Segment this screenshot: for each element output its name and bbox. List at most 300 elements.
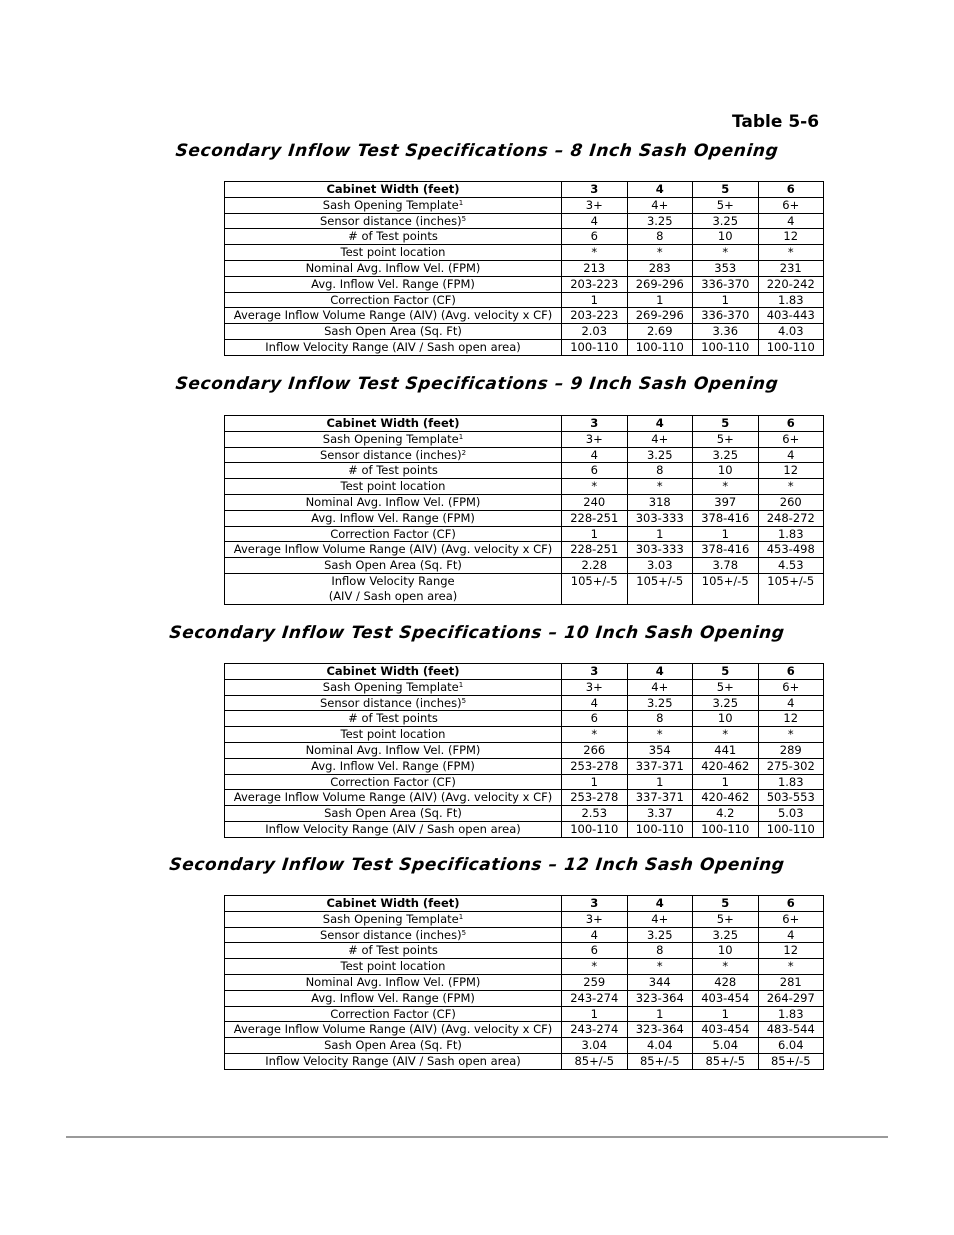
value-cell: 105+/-5 [693,573,759,604]
value-cell: 8 [627,463,693,479]
row-label [225,197,562,213]
value-cell: 10 [693,943,759,959]
value-cell: * [627,479,693,495]
value-cell: 6+ [758,197,824,213]
row-label [225,990,562,1006]
value-cell: 4+ [627,679,693,695]
value-cell: 3+ [562,197,628,213]
value-cell: * [758,727,824,743]
row-label-text: # of Test points [348,711,438,726]
header-width-cell: 4 [627,896,693,912]
table-row [225,990,824,1006]
value-cell: 12 [758,463,824,479]
footnote-marker: 1 [458,432,464,441]
value-cell: 281 [758,974,824,990]
value-cell: 8 [627,943,693,959]
value-cell: 4.04 [627,1038,693,1054]
value-cell: 6 [562,943,628,959]
footnote-marker: 5 [461,928,467,937]
value-cell: 6.04 [758,1038,824,1054]
value-cell: 1 [693,526,759,542]
value-cell: 4+ [627,197,693,213]
value-cell: 336-370 [693,308,759,324]
header-width-cell: 3 [562,664,628,680]
footnote-marker: 1 [458,912,464,921]
value-cell: 403-454 [693,990,759,1006]
value-cell: 3+ [562,911,628,927]
value-cell: 420-462 [693,790,759,806]
table-row [225,790,824,806]
value-cell: 3.25 [693,447,759,463]
table-row [225,542,824,558]
row-label-text: # of Test points [348,229,438,244]
value-cell: 3.04 [562,1038,628,1054]
value-cell: 3+ [562,431,628,447]
row-label [225,213,562,229]
header-width-cell: 5 [693,664,759,680]
value-cell: 1 [693,1006,759,1022]
row-label [225,1006,562,1022]
value-cell: 2.53 [562,806,628,822]
value-cell: 231 [758,260,824,276]
table-number: Table 5-6 [732,112,820,132]
table-row [225,197,824,213]
row-label [225,463,562,479]
row-label-text: Sensor distance (inches) [319,213,462,228]
row-label [225,479,562,495]
footnote-marker: 2 [461,448,467,457]
value-cell: 4 [758,695,824,711]
value-cell: 453-498 [758,542,824,558]
value-cell: 503-553 [758,790,824,806]
value-cell: 100-110 [758,821,824,837]
row-label [225,558,562,574]
value-cell: * [627,959,693,975]
row-label [225,447,562,463]
row-label-text: Average Inflow Volume Range (AIV) (Avg. velocity x CF) [233,790,553,805]
value-cell: * [562,245,628,261]
value-cell: 12 [758,711,824,727]
section-title-9-inch: Secondary Inflow Test Specifications – 9 Inch Sash Opening [174,374,780,394]
value-cell: 1.83 [758,774,824,790]
value-cell: * [627,245,693,261]
table-row [225,292,824,308]
value-cell: 10 [693,463,759,479]
value-cell: 6+ [758,431,824,447]
value-cell: 269-296 [627,308,693,324]
row-label [225,959,562,975]
row-label-text: Avg. Inflow Vel. Range (FPM) [311,990,475,1005]
row-label-text: Average Inflow Volume Range (AIV) (Avg. velocity x CF) [233,308,553,323]
value-cell: 353 [693,260,759,276]
value-cell: 1 [693,774,759,790]
row-label [225,431,562,447]
row-label-text: Inflow Velocity Range (AIV / Sash open area) [328,573,458,603]
value-cell: 12 [758,229,824,245]
row-label-text: Test point location [340,727,446,742]
value-cell: 4+ [627,431,693,447]
row-label [225,943,562,959]
row-label-text: Correction Factor (CF) [330,774,456,789]
value-cell: 1 [627,1006,693,1022]
header-width-cell: 4 [627,182,693,198]
row-label [225,974,562,990]
footnote-marker: 5 [461,214,467,223]
value-cell: * [758,959,824,975]
value-cell: 85+/-5 [758,1053,824,1069]
value-cell: 100-110 [693,821,759,837]
table-row [225,679,824,695]
table-row [225,431,824,447]
value-cell: 4 [758,447,824,463]
row-label-text: Inflow Velocity Range (AIV / Sash open area) [265,1053,521,1068]
value-cell: 3.03 [627,558,693,574]
footnote-marker: 5 [461,696,467,705]
row-label-text: Average Inflow Volume Range (AIV) (Avg. velocity x CF) [233,542,553,557]
row-label [225,1053,562,1069]
table-row [225,260,824,276]
value-cell: 323-364 [627,1022,693,1038]
row-label [225,727,562,743]
row-label-text: Nominal Avg. Inflow Vel. (FPM) [305,260,481,275]
value-cell: 85+/-5 [693,1053,759,1069]
value-cell: 1 [562,774,628,790]
value-cell: 2.69 [627,324,693,340]
row-label [225,308,562,324]
value-cell: 344 [627,974,693,990]
row-label-text: Correction Factor (CF) [330,526,456,541]
row-label [225,911,562,927]
table-row [225,324,824,340]
value-cell: 1.83 [758,292,824,308]
value-cell: 3.25 [693,927,759,943]
value-cell: 3.25 [627,927,693,943]
row-label [225,542,562,558]
value-cell: 3.25 [627,695,693,711]
value-cell: 283 [627,260,693,276]
value-cell: 4.03 [758,324,824,340]
value-cell: 1 [627,526,693,542]
value-cell: 100-110 [562,821,628,837]
value-cell: * [693,479,759,495]
row-label-text: Test point location [340,245,446,260]
row-label-text: Avg. Inflow Vel. Range (FPM) [311,510,475,525]
value-cell: 5+ [693,197,759,213]
row-label [225,526,562,542]
footnote-marker: 1 [458,680,464,689]
value-cell: 10 [693,711,759,727]
row-label [225,324,562,340]
table-row [225,959,824,975]
value-cell: 6 [562,711,628,727]
value-cell: 483-544 [758,1022,824,1038]
value-cell: 4 [562,447,628,463]
row-label [225,339,562,355]
value-cell: 6+ [758,679,824,695]
row-label-text: Test point location [340,479,446,494]
value-cell: 1 [627,774,693,790]
value-cell: 85+/-5 [562,1053,628,1069]
value-cell: 264-297 [758,990,824,1006]
table-row [225,494,824,510]
table-row [225,1038,824,1054]
header-width-cell: 6 [758,416,824,432]
row-label [225,742,562,758]
value-cell: 354 [627,742,693,758]
value-cell: 4.53 [758,558,824,574]
value-cell: 441 [693,742,759,758]
section-title-12-inch: Secondary Inflow Test Specifications – 12 Inch Sash Opening [168,855,786,875]
value-cell: 275-302 [758,758,824,774]
table-row [225,974,824,990]
value-cell: 4 [758,213,824,229]
table-row [225,1006,824,1022]
table-row [225,213,824,229]
table-row [225,758,824,774]
table-row [225,558,824,574]
table-header-row [225,182,824,198]
value-cell: 4 [562,213,628,229]
header-width-cell: 5 [693,182,759,198]
row-label-text: Sash Open Area (Sq. Ft) [324,1038,462,1053]
value-cell: 3.25 [627,447,693,463]
spec-table-10-inch [224,663,824,838]
table-row [225,742,824,758]
row-label [225,927,562,943]
value-cell: 4+ [627,911,693,927]
table-row [225,695,824,711]
value-cell: 403-443 [758,308,824,324]
row-label-text: Sensor distance (inches) [319,447,462,462]
value-cell: 213 [562,260,628,276]
value-cell: 3.25 [693,213,759,229]
value-cell: 203-223 [562,308,628,324]
table-row [225,711,824,727]
value-cell: 4 [562,927,628,943]
value-cell: 378-416 [693,510,759,526]
table-row [225,229,824,245]
value-cell: 323-364 [627,990,693,1006]
table-row [225,479,824,495]
row-label-text: Inflow Velocity Range (AIV / Sash open area) [265,339,521,354]
row-label [225,1022,562,1038]
value-cell: 6+ [758,911,824,927]
row-label [225,679,562,695]
spec-table-12-inch [224,895,824,1070]
value-cell: * [562,727,628,743]
value-cell: * [693,245,759,261]
table-row [225,510,824,526]
value-cell: 8 [627,711,693,727]
row-label [225,821,562,837]
table-header-row [225,896,824,912]
table-row [225,774,824,790]
row-label [225,229,562,245]
header-width-cell: 6 [758,896,824,912]
value-cell: 337-371 [627,758,693,774]
value-cell: 12 [758,943,824,959]
value-cell: 4.2 [693,806,759,822]
row-label [225,695,562,711]
value-cell: 259 [562,974,628,990]
table-header-row [225,416,824,432]
value-cell: 243-274 [562,1022,628,1038]
row-label [225,806,562,822]
value-cell: 4 [562,695,628,711]
table-row [225,1053,824,1069]
row-label [225,790,562,806]
row-label [225,245,562,261]
table-row [225,821,824,837]
value-cell: 105+/-5 [562,573,628,604]
header-width-cell: 6 [758,664,824,680]
value-cell: 378-416 [693,542,759,558]
value-cell: 248-272 [758,510,824,526]
value-cell: 105+/-5 [627,573,693,604]
row-label-text: Sash Open Area (Sq. Ft) [324,806,462,821]
value-cell: 1.83 [758,526,824,542]
row-label [225,573,562,604]
row-label [225,276,562,292]
table-row [225,806,824,822]
table-row [225,463,824,479]
row-label-text: Avg. Inflow Vel. Range (FPM) [311,758,475,773]
value-cell: 100-110 [627,821,693,837]
header-width-cell: 6 [758,182,824,198]
value-cell: 10 [693,229,759,245]
header-width-cell: 5 [693,416,759,432]
value-cell: 4 [758,927,824,943]
row-label-text: Nominal Avg. Inflow Vel. (FPM) [305,974,481,989]
row-label-text: Sash Opening Template [322,197,459,212]
row-label [225,494,562,510]
value-cell: 6 [562,463,628,479]
value-cell: 8 [627,229,693,245]
row-label-text: # of Test points [348,463,438,478]
spec-table-9-inch [224,415,824,605]
value-cell: 260 [758,494,824,510]
value-cell: 289 [758,742,824,758]
row-label-text: Sash Opening Template [322,431,459,446]
row-label-text: # of Test points [348,943,438,958]
header-label: Cabinet Width (feet) [225,896,562,912]
row-label-text: Sash Opening Template [322,911,459,926]
header-label: Cabinet Width (feet) [225,416,562,432]
table-row [225,1022,824,1038]
row-label-text: Nominal Avg. Inflow Vel. (FPM) [305,494,481,509]
header-label: Cabinet Width (feet) [225,182,562,198]
value-cell: * [693,727,759,743]
value-cell: * [562,479,628,495]
spec-table-8-inch [224,181,824,356]
value-cell: 3.78 [693,558,759,574]
row-label-text: Average Inflow Volume Range (AIV) (Avg. velocity x CF) [233,1022,553,1037]
header-width-cell: 3 [562,896,628,912]
row-label [225,711,562,727]
header-width-cell: 5 [693,896,759,912]
value-cell: 318 [627,494,693,510]
header-width-cell: 4 [627,416,693,432]
table-row [225,245,824,261]
row-label [225,510,562,526]
value-cell: 1.83 [758,1006,824,1022]
value-cell: 403-454 [693,1022,759,1038]
header-width-cell: 3 [562,416,628,432]
value-cell: 269-296 [627,276,693,292]
row-label [225,758,562,774]
value-cell: * [562,959,628,975]
value-cell: 5+ [693,911,759,927]
row-label-text: Inflow Velocity Range (AIV / Sash open area) [265,821,521,836]
value-cell: 5.03 [758,806,824,822]
value-cell: 336-370 [693,276,759,292]
value-cell: 203-223 [562,276,628,292]
value-cell: * [758,245,824,261]
value-cell: 1 [562,292,628,308]
row-label-text: Sash Open Area (Sq. Ft) [324,558,462,573]
value-cell: 3.37 [627,806,693,822]
table-row [225,276,824,292]
value-cell: 253-278 [562,758,628,774]
value-cell: 303-333 [627,542,693,558]
value-cell: 337-371 [627,790,693,806]
value-cell: * [627,727,693,743]
value-cell: 3.25 [693,695,759,711]
value-cell: 253-278 [562,790,628,806]
footnote-marker: 1 [458,198,464,207]
value-cell: 240 [562,494,628,510]
value-cell: 2.03 [562,324,628,340]
header-width-cell: 4 [627,664,693,680]
section-title-10-inch: Secondary Inflow Test Specifications – 10 Inch Sash Opening [168,623,786,643]
row-label-text: Sensor distance (inches) [319,695,462,710]
row-label-text: Avg. Inflow Vel. Range (FPM) [311,276,475,291]
table-row [225,339,824,355]
value-cell: * [693,959,759,975]
value-cell: 1 [627,292,693,308]
value-cell: 5+ [693,431,759,447]
value-cell: 2.28 [562,558,628,574]
row-label [225,774,562,790]
value-cell: 397 [693,494,759,510]
value-cell: 100-110 [627,339,693,355]
table-row [225,727,824,743]
value-cell: 243-274 [562,990,628,1006]
value-cell: * [758,479,824,495]
value-cell: 100-110 [562,339,628,355]
table-row [225,308,824,324]
value-cell: 220-242 [758,276,824,292]
header-width-cell: 3 [562,182,628,198]
value-cell: 3+ [562,679,628,695]
value-cell: 420-462 [693,758,759,774]
value-cell: 3.25 [627,213,693,229]
value-cell: 100-110 [693,339,759,355]
table-row [225,927,824,943]
row-label [225,292,562,308]
row-label-text: Sensor distance (inches) [319,927,462,942]
row-label [225,260,562,276]
table-row [225,447,824,463]
table-row [225,943,824,959]
row-label-text: Test point location [340,959,446,974]
value-cell: 105+/-5 [758,573,824,604]
value-cell: 5+ [693,679,759,695]
value-cell: 303-333 [627,510,693,526]
table-row [225,526,824,542]
value-cell: 428 [693,974,759,990]
value-cell: 1 [562,1006,628,1022]
